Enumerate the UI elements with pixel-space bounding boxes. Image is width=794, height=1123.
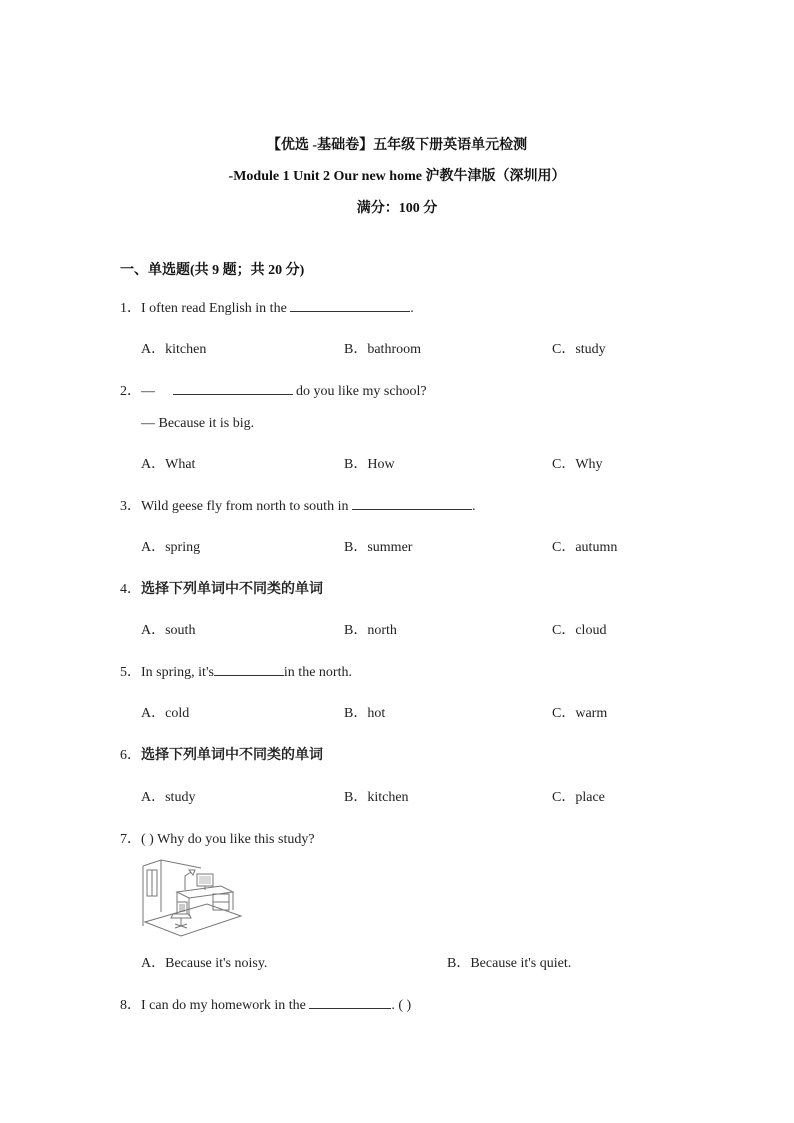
option-a[interactable]: A．south [141, 623, 196, 638]
title-line-3: 满分：100 分 [356, 201, 438, 216]
option-b[interactable]: B．How [344, 457, 395, 472]
question-number: 7． [120, 832, 141, 847]
option-b[interactable]: B．kitchen [344, 790, 409, 805]
question-text: — [141, 384, 159, 399]
question-3 [120, 495, 475, 515]
question-text-end: . [410, 301, 414, 316]
question-number: 5． [120, 665, 141, 680]
answer-blank[interactable] [309, 994, 391, 1009]
title-line-1: 【优选 -基础卷】五年级下册英语单元检测 [266, 138, 528, 153]
option-c[interactable]: C．study [552, 342, 606, 357]
option-b[interactable]: B．bathroom [344, 342, 421, 357]
question-2 [120, 380, 427, 400]
question-text-end: . ( ) [391, 998, 412, 1013]
question-text-end: . [471, 499, 476, 514]
option-c[interactable]: C．autumn [552, 540, 618, 555]
question-2-reply: — Because it is big. [141, 416, 255, 431]
option-b[interactable]: B．north [344, 623, 397, 638]
option-a[interactable]: A．kitchen [141, 342, 207, 357]
question-5 [120, 661, 352, 681]
option-c[interactable]: C．Why [552, 457, 603, 472]
question-text: In spring, it's [141, 665, 214, 680]
question-number: 2． [120, 384, 141, 399]
option-a[interactable]: A．Because it's noisy. [141, 956, 268, 971]
question-text: 选择下列单词中不同类的单词 [141, 581, 323, 597]
question-text: I often read English in the [141, 301, 291, 316]
option-a[interactable]: A．spring [141, 540, 201, 555]
option-a[interactable]: A．cold [141, 706, 190, 721]
answer-blank[interactable] [214, 661, 284, 676]
question-text: ( ) Why do you like this study? [141, 832, 315, 847]
option-b[interactable]: B．summer [344, 540, 413, 555]
question-text: Wild geese fly from north to south in [141, 499, 352, 514]
study-room-illustration [141, 856, 243, 938]
answer-blank[interactable] [290, 297, 410, 312]
question-number: 4． [120, 582, 141, 597]
question-1 [120, 297, 414, 317]
question-text-end: do you like my school? [292, 384, 427, 399]
answer-blank[interactable] [173, 380, 293, 395]
question-text-end: in the north. [283, 665, 352, 680]
option-b[interactable]: B．hot [344, 706, 386, 721]
question-6 [120, 744, 323, 764]
question-number: 1． [120, 301, 141, 316]
option-b[interactable]: B．Because it's quiet. [447, 956, 572, 971]
question-7 [120, 828, 315, 848]
question-text: I can do my homework in the [141, 998, 310, 1013]
question-4 [120, 578, 323, 598]
question-number: 6． [120, 748, 141, 763]
option-c[interactable]: C．place [552, 790, 605, 805]
question-number: 8． [120, 998, 141, 1013]
option-c[interactable]: C．warm [552, 706, 608, 721]
question-number: 3． [120, 499, 141, 514]
option-a[interactable]: A．What [141, 457, 196, 472]
section-heading: 一、单选题(共 9 题；共 20 分) [120, 263, 305, 278]
question-8 [120, 994, 411, 1014]
title-line-2: -Module 1 Unit 2 Our new home 沪教牛津版（深圳用） [228, 169, 566, 184]
answer-blank[interactable] [352, 495, 472, 510]
option-a[interactable]: A．study [141, 790, 196, 805]
option-c[interactable]: C．cloud [552, 623, 607, 638]
question-text: 选择下列单词中不同类的单词 [141, 747, 323, 763]
